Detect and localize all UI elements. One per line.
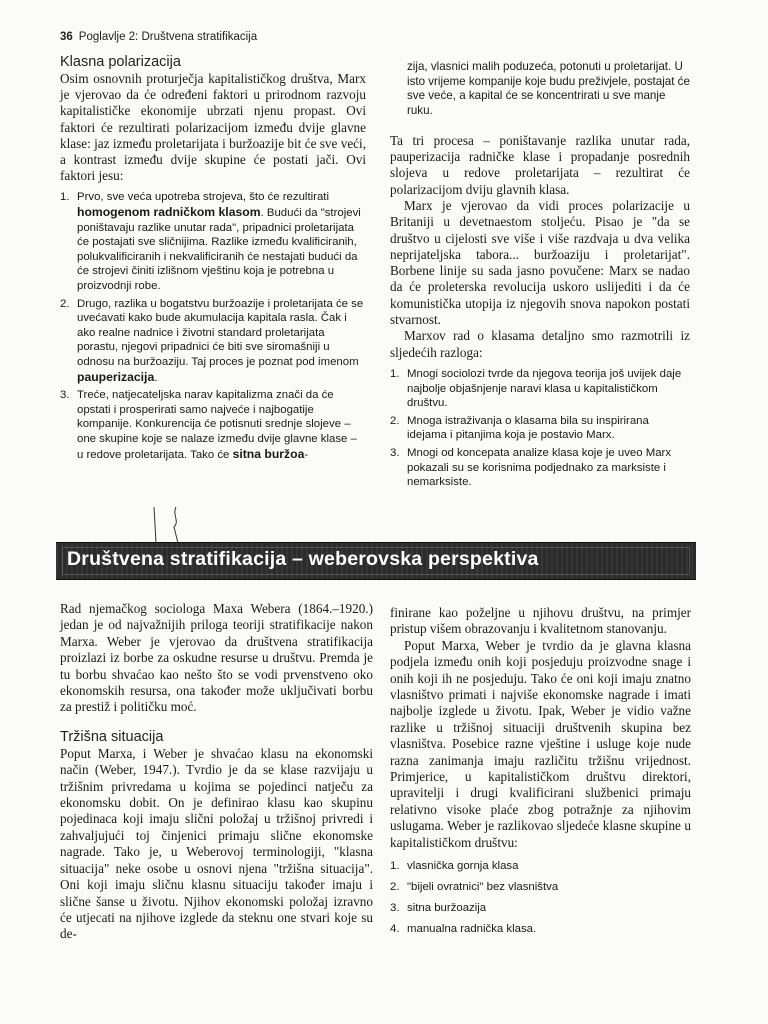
running-head: [60, 31, 257, 43]
list-item: 3. Mnogi od koncepata analize klasa koje je uveo Marx pokazali su se korisnima podjednako za marksiste i nemarksiste.: [390, 446, 672, 489]
pen-mark-icon: [150, 505, 190, 545]
reasons-list: [390, 367, 690, 490]
polarization-factors-list: [60, 190, 366, 462]
weber-intro: Rad njemačkog sociologa Maxa Webera (1864.–1920.) jedan je od najvažnijih priloga teoriji stratifikacije nakon Marxa. Weber je vjerovao da društvena stratifikacija proizlazi iz borbe za oskudne resurse u društvu. Premda je tu borbu shvaćao kao nešto što se vodi prvenstveno oko ekonomskih resursa, ona također može uključivati borbu za prestiž i političku moć.: [60, 601, 373, 715]
list-item: 1. vlasnička gornja klasa: [390, 860, 519, 873]
key-term: pauperizacija: [77, 369, 155, 384]
polarization-intro: Osim osnovnih proturječja kapitalističkog društva, Marx je vjerovao da će određeni faktori u prirodnom razvoju kapitalističke ekonomije ubrzati njenu propast. Ovi faktori će rezultirati polarizacijom između dvije glavne klase: jaz između proletarijata i buržoazije bit će sve veći, a kontrast između dvije skupine će postati jači. Ovi faktori jesu:: [60, 71, 366, 184]
left-column-bottom: [60, 601, 373, 943]
list-item: 2. "bijeli ovratnici" bez vlasništva: [390, 881, 559, 894]
right-column-top: [390, 60, 690, 493]
key-term: homogenom radničkom klasom: [77, 205, 261, 220]
class-groups-list: [390, 859, 691, 937]
section-title-band: [56, 542, 696, 580]
processes-summary: Ta tri procesa – poništavanje razlika unutar rada, pauperizacija radničke klase i propadanje posrednih slojeva u redove proletarijata – rezultirat će polarizacijom dviju glavnih klasa.: [390, 132, 690, 197]
right-column-bottom: [390, 605, 691, 943]
list-item: 3. sitna buržoazija: [390, 902, 487, 915]
list-item: 1. Prvo, sve veća upotreba strojeva, što će rezultirati homogenom radničkom klasom. Budući da "strojevi poništavaju razlike unutar rada", pripadnici proletarijata će postajati sve sličnijima. Razlike između kvalificiranih, polukvalificiranih i nekvalificiranih će nestajati budući da će strojevi činiti izlišnom vještinu koja je potrebna u proizvodnji robe.: [60, 191, 361, 292]
key-term: sitna buržoa: [232, 446, 305, 461]
chapter-title: Poglavlje 2: Društvena stratifikacija: [78, 31, 258, 43]
market-situation-text: Poput Marxa, i Weber je shvaćao klasu na ekonomski način (Weber, 1947.). Tvrdio je da se klase razvijaju u tržišnim privredama u kojima se pojedinci natječu za ekonomsku dobit. On je definirao klasu kao skupinu pojedinaca koji imaju slični položaj u tržišnoj privredi i zahvaljujući toj činjenici primaju slične ekonomske nagrade. Tako je, u Weberovoj terminologiji, "klasna situacija" neke osobe u osnovi njena "tržišna situacija". Oni koji imaju sličnu klasnu situaciju također imaju i slične šanse u životu. Njihov ekonomski položaj izravno će utjecati na njihove izglede da steknu one stvari koje su de-: [60, 745, 373, 942]
section-heading-market: Tržišna situacija: [60, 728, 164, 745]
list-item: 1. Mnogi sociolozi tvrde da njegova teorija još uvijek daje najbolje objašnjenje naravi klasa u kapitalističkom društvu.: [390, 367, 682, 410]
property-division-paragraph: Poput Marxa, Weber je tvrdio da je glavna klasna podjela između onih koji posjeduju proizvodne snage i onih koji ih ne posjeduju. Tako će oni koji imaju znatno vlasništvo primati i najviše ekonomske nagrade i imati najbolje izglede u životu. Ipak, Weber je vidio važne razlike u tržišnoj situaciji društvenih skupina bez vlasništva. Posebice razne vještine i usluge koje nude razna zanimanja imaju različitu tržišnu vrijednost. Primjerice, u kapitalističkom društvu direktori, upravitelji i drugi kvalificirani službenici primaju relativno visoke plaće zbog potražnje za njihovim uslugama. Weber je razlikovao sljedeće klasne skupine u kapitalističkom društvu:: [390, 637, 691, 850]
marx-view-paragraph: Marx je vjerovao da vidi proces polarizacije u Britaniji u devetnaestom stoljeću. Pisao je "da se društvo u cijelosti sve više i više razdvaja u dva velika neprijateljska tabora... buržoaziju i proletarijat". Borbene linije su sada jasno povučene: Marx se nadao da će proleterska revolucija uskoro uslijediti i da će komunistička utopija iz njegovih snova napokon postati stvarnost.: [390, 198, 690, 328]
list-item: 3. Treće, natjecateljska narav kapitalizma znači da će opstati i prosperirati samo najveće i najbogatije kompanije. Konkurencija će potisnuti srednje slojeve – one skupine koje se nalaze između dvije glavne klase – u redove proletarijata. Tako će sitna buržoa-: [60, 389, 357, 461]
list-continuation: zija, vlasnici malih poduzeća, potonuti u proletarijat. U isto vrijeme kompanije koje budu preživjele, postajat će sve veće, a kapital će se koncentrirati u sve manje ruku.: [407, 60, 690, 118]
left-column-top: [60, 54, 366, 465]
section-title: Društvena stratifikacija – weberovska perspektiva: [67, 548, 539, 570]
list-item: 2. Drugo, razlika u bogatstvu buržoazije i proletarijata će se uvećavati kako bude akumulacija kapitala rasla. Čak i ako realne nadnice i životni standard proletarijata porastu, njegovi pripadnici će biti sve siromašniji u odnosu na buržoaziju. Taj proces je poznat pod imenom pauperizacija.: [60, 297, 364, 384]
list-item: 2. Mnoga istraživanja o klasama bila su inspirirana idejama i pitanjima koja je postavio Marx.: [390, 414, 649, 442]
market-continuation: finirane kao poželjne u njihovu društvu, na primjer pristup višem obrazovanju i kvalitetnom stanovanju.: [390, 605, 691, 637]
section-heading-polarization: Klasna polarizacija: [60, 54, 181, 70]
reasons-intro: Marxov rad o klasama detaljno smo razmotrili iz sljedećih razloga:: [390, 328, 690, 360]
page-number: 36: [60, 31, 73, 43]
list-item: 4. manualna radnička klasa.: [390, 923, 537, 936]
